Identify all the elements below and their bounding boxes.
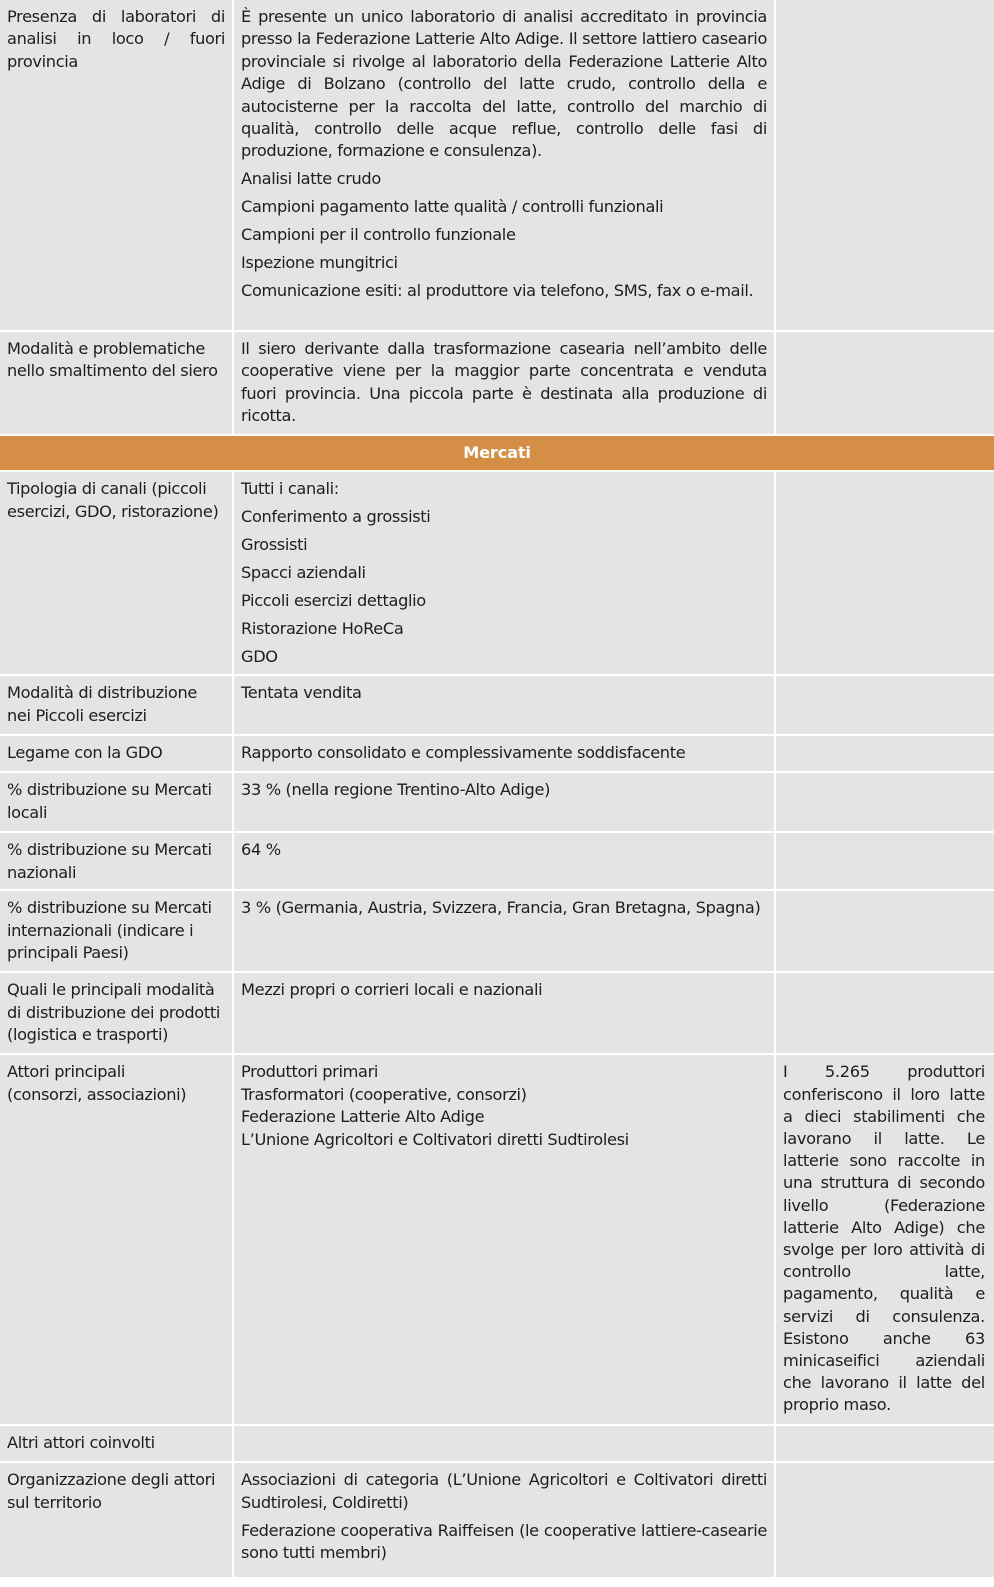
row-label: Organizzazione degli attori sul territorio <box>0 1462 233 1578</box>
table-row <box>0 832 994 890</box>
row-label: Attori principali (consorzi, associazioni) <box>0 1054 233 1425</box>
table-row <box>0 972 994 1054</box>
table-row <box>0 1425 994 1462</box>
row-label: Altri attori coinvolti <box>0 1425 233 1462</box>
row-note <box>775 331 994 435</box>
row-note <box>775 832 994 890</box>
row-note <box>775 675 994 735</box>
row-value: Rapporto consolidato e complessivamente soddisfacente <box>233 735 775 772</box>
row-note <box>775 972 994 1054</box>
table-row <box>0 735 994 772</box>
row-label: Presenza di laboratori di analisi in loco / fuori provincia <box>0 0 233 331</box>
row-note <box>775 0 994 331</box>
table-row <box>0 1462 994 1578</box>
row-note <box>775 772 994 832</box>
row-value: Produttori primari Trasformatori (cooperative, consorzi) Federazione Latterie Alto Adige L’Unione Agricoltori e Coltivatori diretti Sudtirolesi <box>233 1054 775 1425</box>
row-note: I 5.265 produttori conferiscono il loro latte a dieci stabilimenti che lavorano il latte. Le latterie sono raccolte in una struttura di secondo livello (Federazione latterie Alto Adige) che svolge per loro attività di controllo latte, pagamento, qualità e servizi di consulenza. Esistono anche 63 minicaseifici aziendali che lavorano il latte del proprio maso. <box>775 1054 994 1425</box>
row-value: Il siero derivante dalla trasformazione casearia nell’ambito delle cooperative viene per la maggior parte concentrata e venduta fuori provincia. Una piccola parte è destinata alla produzione di ricotta. <box>233 331 775 435</box>
table-row <box>0 471 994 675</box>
table-row <box>0 331 994 435</box>
table-row <box>0 772 994 832</box>
table-row <box>0 1054 994 1425</box>
row-value: Tutti i canali: Conferimento a grossisti Grossisti Spacci aziendali Piccoli esercizi dettaglio Ristorazione HoReCa GDO <box>233 471 775 675</box>
row-label: % distribuzione su Mercati internazionali (indicare i principali Paesi) <box>0 890 233 972</box>
row-value: 33 % (nella regione Trentino-Alto Adige) <box>233 772 775 832</box>
table-row <box>0 0 994 331</box>
row-note <box>775 1425 994 1462</box>
section-title: Mercati <box>0 435 994 471</box>
row-value: 64 % <box>233 832 775 890</box>
row-value: È presente un unico laboratorio di analisi accreditato in provincia presso la Federazione Latterie Alto Adige. Il settore lattiero caseario provinciale si rivolge al laboratorio della Federazione Latterie Alto Adige di Bolzano (controllo del latte crudo, controllo della e autocisterne per la raccolta del latte, controllo del marchio di qualità, controllo delle acque reflue, controllo delle fasi di produzione, formazione e consulenza). Analisi latte crudo Campioni pagamento latte qualità / controlli funzionali Campioni per il controllo funzionale Ispezione mungitrici Comunicazione esiti: al produttore via telefono, SMS, fax o e-mail. <box>233 0 775 331</box>
section-header-mercati <box>0 435 994 471</box>
row-label: Quali le principali modalità di distribuzione dei prodotti (logistica e trasporti) <box>0 972 233 1054</box>
row-label: Tipologia di canali (piccoli esercizi, GDO, ristorazione) <box>0 471 233 675</box>
row-label: Modalità e problematiche nello smaltimento del siero <box>0 331 233 435</box>
row-label: % distribuzione su Mercati nazionali <box>0 832 233 890</box>
table-row <box>0 675 994 735</box>
row-label: % distribuzione su Mercati locali <box>0 772 233 832</box>
row-value: Associazioni di categoria (L’Unione Agricoltori e Coltivatori diretti Sudtirolesi, Coldiretti) Federazione cooperativa Raiffeisen (le cooperative lattiere-casearie sono tutti membri) <box>233 1462 775 1578</box>
row-note <box>775 1462 994 1578</box>
row-note <box>775 735 994 772</box>
table-row <box>0 890 994 972</box>
row-label: Modalità di distribuzione nei Piccoli esercizi <box>0 675 233 735</box>
row-note <box>775 471 994 675</box>
row-value: Mezzi propri o corrieri locali e nazionali <box>233 972 775 1054</box>
row-value: Tentata vendita <box>233 675 775 735</box>
row-label: Legame con la GDO <box>0 735 233 772</box>
row-value <box>233 1425 775 1462</box>
row-value: 3 % (Germania, Austria, Svizzera, Francia, Gran Bretagna, Spagna) <box>233 890 775 972</box>
row-note <box>775 890 994 972</box>
